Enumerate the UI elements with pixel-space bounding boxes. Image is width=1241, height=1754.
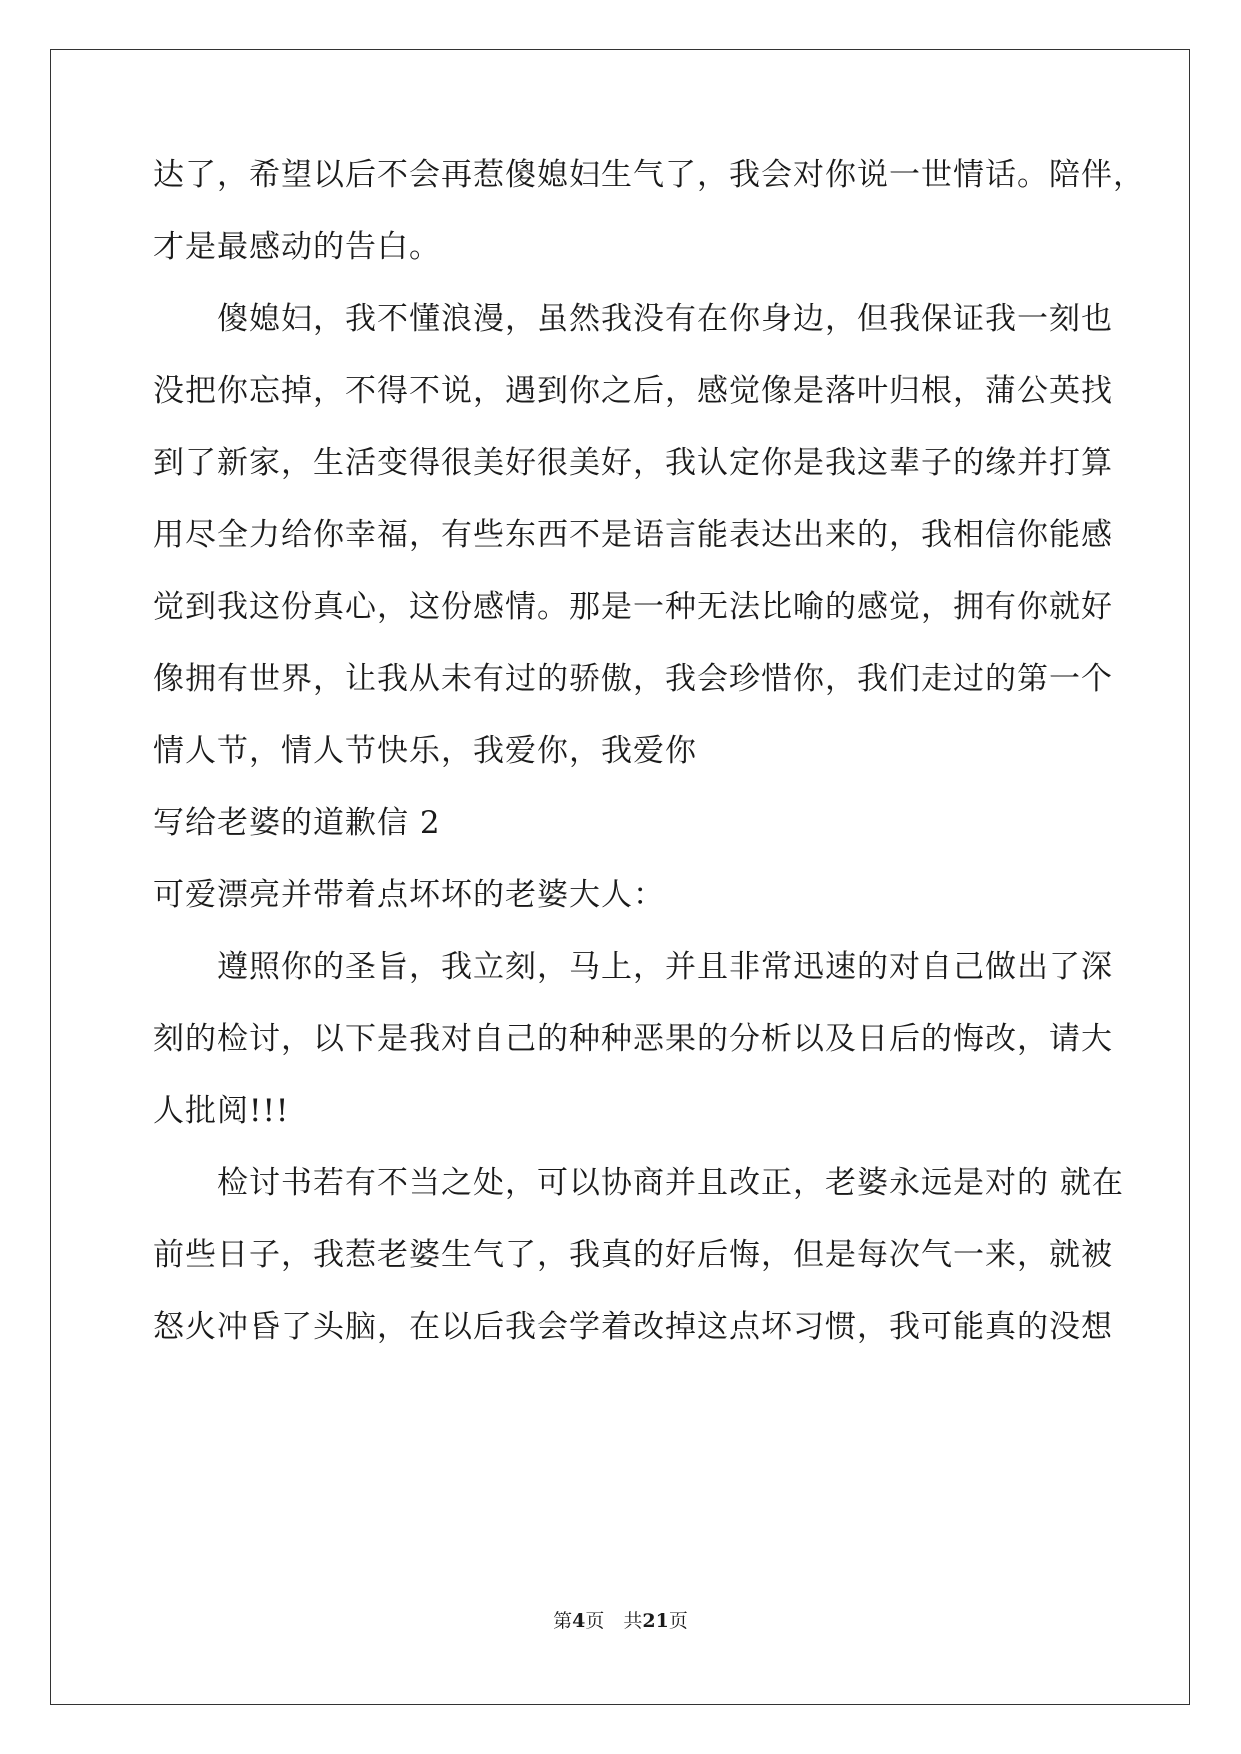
footer-total-suffix: 页 bbox=[668, 1610, 688, 1632]
body-text-line: 怒火冲昏了头脑，在以后我会学着改掉这点坏习惯，我可能真的没想 bbox=[153, 1309, 1113, 1345]
body-text-line: 检讨书若有不当之处，可以协商并且改正，老婆永远是对的 就在 bbox=[153, 1165, 1124, 1201]
footer-prefix: 第 bbox=[553, 1610, 573, 1632]
body-text-line: 才是最感动的告白。 bbox=[153, 229, 441, 265]
page-footer bbox=[0, 1609, 1241, 1633]
body-text-line: 刻的检讨，以下是我对自己的种种恶果的分析以及日后的悔改，请大 bbox=[153, 1021, 1113, 1057]
body-text-line: 前些日子，我惹老婆生气了，我真的好后悔，但是每次气一来，就被 bbox=[153, 1237, 1113, 1273]
footer-page-suffix: 页 bbox=[585, 1610, 605, 1632]
body-text-line: 情人节，情人节快乐，我爱你，我爱你 bbox=[153, 733, 697, 769]
body-text-line: 遵照你的圣旨，我立刻，马上，并且非常迅速的对自己做出了深 bbox=[153, 949, 1113, 985]
body-text-line: 没把你忘掉，不得不说，遇到你之后，感觉像是落叶归根，蒲公英找 bbox=[153, 373, 1113, 409]
body-text-line: 觉到我这份真心，这份感情。那是一种无法比喻的感觉，拥有你就好 bbox=[153, 589, 1113, 625]
body-text-line: 达了，希望以后不会再惹傻媳妇生气了，我会对你说一世情话。陪伴， bbox=[153, 157, 1145, 193]
salutation: 可爱漂亮并带着点坏坏的老婆大人： bbox=[153, 877, 665, 913]
body-text-line: 傻媳妇，我不懂浪漫，虽然我没有在你身边，但我保证我一刻也 bbox=[153, 301, 1113, 337]
body-text-line: 到了新家，生活变得很美好很美好，我认定你是我这辈子的缘并打算 bbox=[153, 445, 1113, 481]
body-text-line: 像拥有世界，让我从未有过的骄傲，我会珍惜你，我们走过的第一个 bbox=[153, 661, 1113, 697]
body-text-line: 人批阅!!! bbox=[153, 1093, 290, 1129]
total-page-count: 21 bbox=[642, 1610, 669, 1632]
section-heading: 写给老婆的道歉信 2 bbox=[153, 805, 441, 841]
body-text-line: 用尽全力给你幸福，有些东西不是语言能表达出来的，我相信你能感 bbox=[153, 517, 1113, 553]
current-page-number: 4 bbox=[572, 1610, 586, 1632]
footer-total-prefix: 共 bbox=[623, 1610, 643, 1632]
